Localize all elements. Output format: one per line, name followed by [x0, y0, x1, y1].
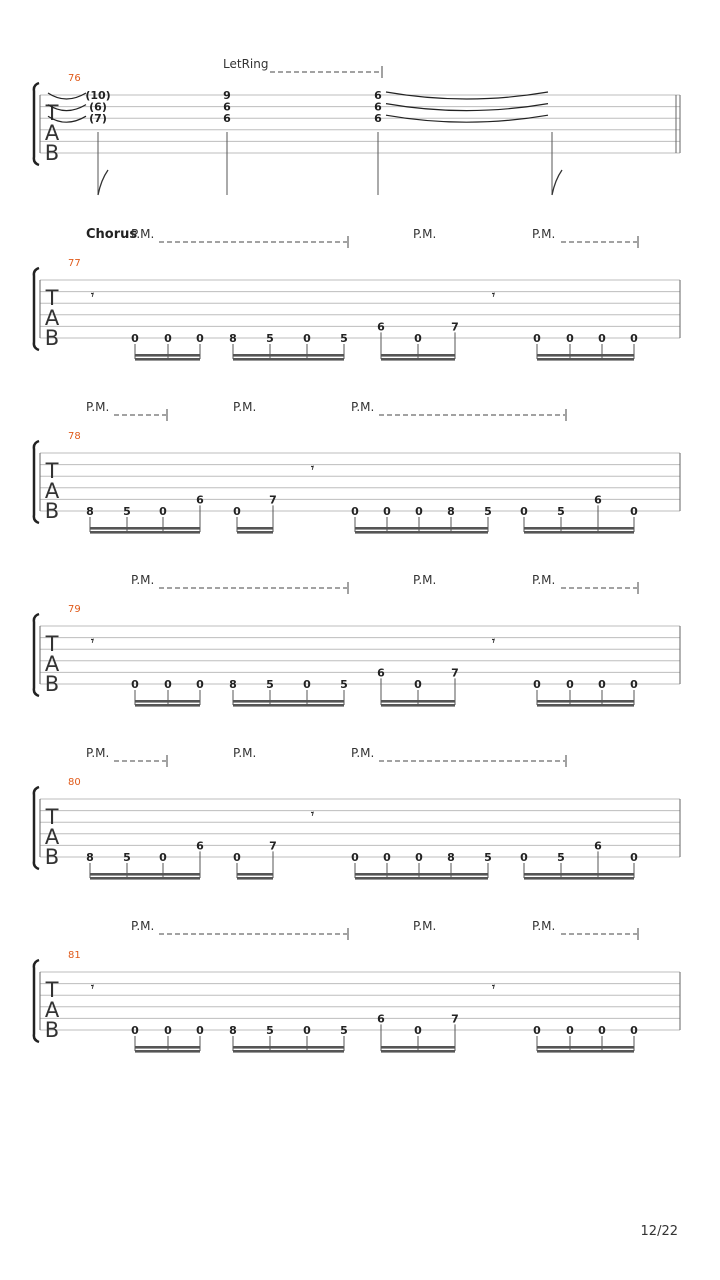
fret-number: 0 — [383, 851, 391, 864]
fret-number: 0 — [520, 505, 528, 518]
fret-number: 0 — [159, 505, 167, 518]
fret-number: 0 — [196, 332, 204, 345]
beam — [381, 1046, 455, 1049]
palm-mute-label: P.M. — [532, 573, 556, 587]
beam — [90, 527, 200, 530]
palm-mute-label: P.M. — [413, 919, 437, 933]
tab-letter-b: B — [44, 326, 60, 350]
tab-letter-b: B — [44, 141, 60, 165]
fret-number: 0 — [303, 332, 311, 345]
fret-number: 0 — [533, 1024, 541, 1037]
fret-number: 5 — [484, 505, 492, 518]
fret-number: 0 — [566, 678, 574, 691]
measure-number: 78 — [68, 431, 81, 442]
beam — [135, 700, 200, 703]
beam — [90, 877, 200, 880]
fret-number: 6 — [377, 1012, 385, 1026]
fret-number: 6 — [196, 839, 204, 853]
fret-number: 0 — [598, 332, 606, 345]
letring-label: LetRing — [223, 57, 269, 71]
beam — [537, 358, 634, 361]
fret-number: 0 — [131, 678, 139, 691]
tab-letter-b: B — [44, 845, 60, 869]
note-flag — [98, 170, 108, 195]
beam — [233, 354, 344, 357]
fret-number: 5 — [340, 332, 348, 345]
fret-number: 6 — [377, 320, 385, 334]
palm-mute-label: P.M. — [131, 227, 155, 241]
eighth-rest: 𝄾 — [91, 288, 94, 302]
beam — [524, 531, 634, 534]
fret-number: 5 — [266, 332, 274, 345]
fret-number: 8 — [86, 505, 94, 518]
fret-number: 0 — [159, 851, 167, 864]
tab-letter-t: T — [45, 978, 59, 1002]
fret-number: (7) — [89, 112, 107, 126]
eighth-rest: 𝄾 — [311, 807, 314, 821]
fret-number: 0 — [566, 332, 574, 345]
section-label: Chorus — [86, 227, 138, 242]
beam — [381, 358, 455, 361]
fret-number: 5 — [340, 1024, 348, 1037]
beam — [381, 704, 455, 707]
beam — [237, 877, 273, 880]
beam — [381, 354, 455, 357]
beam — [233, 1046, 344, 1049]
fret-number: (10) — [85, 89, 111, 102]
tab-letter-t: T — [45, 805, 59, 829]
beam — [524, 527, 634, 530]
beam — [90, 531, 200, 534]
fret-number: 0 — [630, 851, 638, 864]
fret-number: 0 — [533, 332, 541, 345]
tab-letter-a: A — [44, 652, 60, 676]
tab-letter-a: A — [44, 998, 60, 1022]
fret-number: 5 — [123, 505, 131, 518]
system-bracket — [34, 960, 39, 1042]
fret-number: 5 — [484, 851, 492, 864]
beam — [233, 700, 344, 703]
beam — [90, 873, 200, 876]
beam — [135, 358, 200, 361]
eighth-rest: 𝄾 — [311, 461, 314, 475]
eighth-rest: 𝄾 — [492, 980, 495, 994]
fret-number: 0 — [164, 332, 172, 345]
fret-number: 0 — [351, 505, 359, 518]
system-bracket — [34, 441, 39, 523]
fret-number: 9 — [223, 89, 231, 102]
beam — [135, 1046, 200, 1049]
measure-number: 76 — [68, 73, 81, 84]
beam — [537, 704, 634, 707]
fret-number: 6 — [374, 112, 382, 126]
fret-number: 7 — [269, 493, 277, 507]
palm-mute-label: P.M. — [86, 746, 110, 760]
fret-number: 7 — [451, 1012, 459, 1026]
measure-number: 79 — [68, 604, 81, 615]
fret-number: 0 — [233, 851, 241, 864]
fret-number: 0 — [164, 678, 172, 691]
tie-arc — [48, 93, 86, 99]
system-bracket — [34, 787, 39, 869]
fret-number: 6 — [594, 839, 602, 853]
fret-number: 7 — [269, 839, 277, 853]
system-bracket — [34, 614, 39, 696]
beam — [524, 877, 634, 880]
tab-letter-a: A — [44, 825, 60, 849]
beam — [355, 877, 488, 880]
fret-number: 7 — [451, 320, 459, 334]
fret-number: 0 — [351, 851, 359, 864]
fret-number: 5 — [340, 678, 348, 691]
beam — [355, 873, 488, 876]
tab-letter-a: A — [44, 121, 60, 145]
palm-mute-label: P.M. — [413, 227, 437, 241]
beam — [355, 527, 488, 530]
beam — [135, 1050, 200, 1053]
fret-number: 6 — [223, 100, 231, 114]
tab-letter-a: A — [44, 479, 60, 503]
palm-mute-label: P.M. — [413, 573, 437, 587]
palm-mute-label: P.M. — [131, 573, 155, 587]
fret-number: 0 — [566, 1024, 574, 1037]
fret-number: 0 — [196, 678, 204, 691]
fret-number: 0 — [630, 505, 638, 518]
fret-number: 5 — [266, 1024, 274, 1037]
tab-letter-t: T — [45, 101, 59, 125]
fret-number: 6 — [374, 89, 382, 102]
system-bracket — [34, 83, 39, 165]
tab-letter-t: T — [45, 632, 59, 656]
measure-number: 80 — [68, 777, 81, 788]
tab-letter-b: B — [44, 1018, 60, 1042]
eighth-rest: 𝄾 — [91, 980, 94, 994]
palm-mute-label: P.M. — [532, 919, 556, 933]
beam — [135, 704, 200, 707]
fret-number: 6 — [374, 100, 382, 114]
fret-number: 6 — [594, 493, 602, 507]
fret-number: 6 — [196, 493, 204, 507]
palm-mute-label: P.M. — [351, 400, 375, 414]
tab-letter-t: T — [45, 459, 59, 483]
beam — [233, 358, 344, 361]
fret-number: 8 — [229, 332, 237, 345]
fret-number: 5 — [266, 678, 274, 691]
fret-number: 6 — [223, 112, 231, 126]
palm-mute-label: P.M. — [233, 400, 257, 414]
fret-number: 8 — [86, 851, 94, 864]
fret-number: 7 — [451, 666, 459, 680]
fret-number: 0 — [414, 1024, 422, 1037]
fret-number: 0 — [131, 1024, 139, 1037]
fret-number: 0 — [164, 1024, 172, 1037]
beam — [537, 354, 634, 357]
beam — [233, 1050, 344, 1053]
fret-number: 0 — [630, 678, 638, 691]
fret-number: 0 — [520, 851, 528, 864]
palm-mute-label: P.M. — [86, 400, 110, 414]
beam — [233, 704, 344, 707]
beam — [135, 354, 200, 357]
fret-number: 5 — [557, 505, 565, 518]
beam — [524, 873, 634, 876]
fret-number: 8 — [447, 851, 455, 864]
tab-letter-b: B — [44, 499, 60, 523]
beam — [355, 531, 488, 534]
eighth-rest: 𝄾 — [492, 634, 495, 648]
fret-number: 6 — [377, 666, 385, 680]
measure-number: 81 — [68, 950, 81, 961]
fret-number: 0 — [630, 332, 638, 345]
fret-number: 0 — [630, 1024, 638, 1037]
palm-mute-label: P.M. — [131, 919, 155, 933]
beam — [537, 1050, 634, 1053]
beam — [537, 1046, 634, 1049]
fret-number: 0 — [131, 332, 139, 345]
tab-letter-b: B — [44, 672, 60, 696]
fret-number: 0 — [415, 851, 423, 864]
beam — [237, 531, 273, 534]
beam — [381, 1050, 455, 1053]
tab-letter-a: A — [44, 306, 60, 330]
page-number: 12/22 — [640, 1224, 678, 1239]
fret-number: 5 — [557, 851, 565, 864]
fret-number: 0 — [383, 505, 391, 518]
fret-number: 8 — [447, 505, 455, 518]
fret-number: 0 — [598, 1024, 606, 1037]
fret-number: 0 — [303, 678, 311, 691]
system-bracket — [34, 268, 39, 350]
fret-number: 0 — [598, 678, 606, 691]
fret-number: 0 — [415, 505, 423, 518]
fret-number: 0 — [533, 678, 541, 691]
fret-number: 0 — [303, 1024, 311, 1037]
fret-number: 8 — [229, 1024, 237, 1037]
beam — [537, 700, 634, 703]
palm-mute-label: P.M. — [233, 746, 257, 760]
note-flag — [552, 170, 562, 195]
fret-number: 0 — [196, 1024, 204, 1037]
fret-number: 0 — [233, 505, 241, 518]
beam — [381, 700, 455, 703]
fret-number: (6) — [89, 100, 107, 114]
beam — [237, 873, 273, 876]
palm-mute-label: P.M. — [351, 746, 375, 760]
tab-letter-t: T — [45, 286, 59, 310]
eighth-rest: 𝄾 — [492, 288, 495, 302]
palm-mute-label: P.M. — [532, 227, 556, 241]
fret-number: 5 — [123, 851, 131, 864]
beam — [237, 527, 273, 530]
measure-number: 77 — [68, 258, 81, 269]
fret-number: 8 — [229, 678, 237, 691]
eighth-rest: 𝄾 — [91, 634, 94, 648]
fret-number: 0 — [414, 678, 422, 691]
fret-number: 0 — [414, 332, 422, 345]
